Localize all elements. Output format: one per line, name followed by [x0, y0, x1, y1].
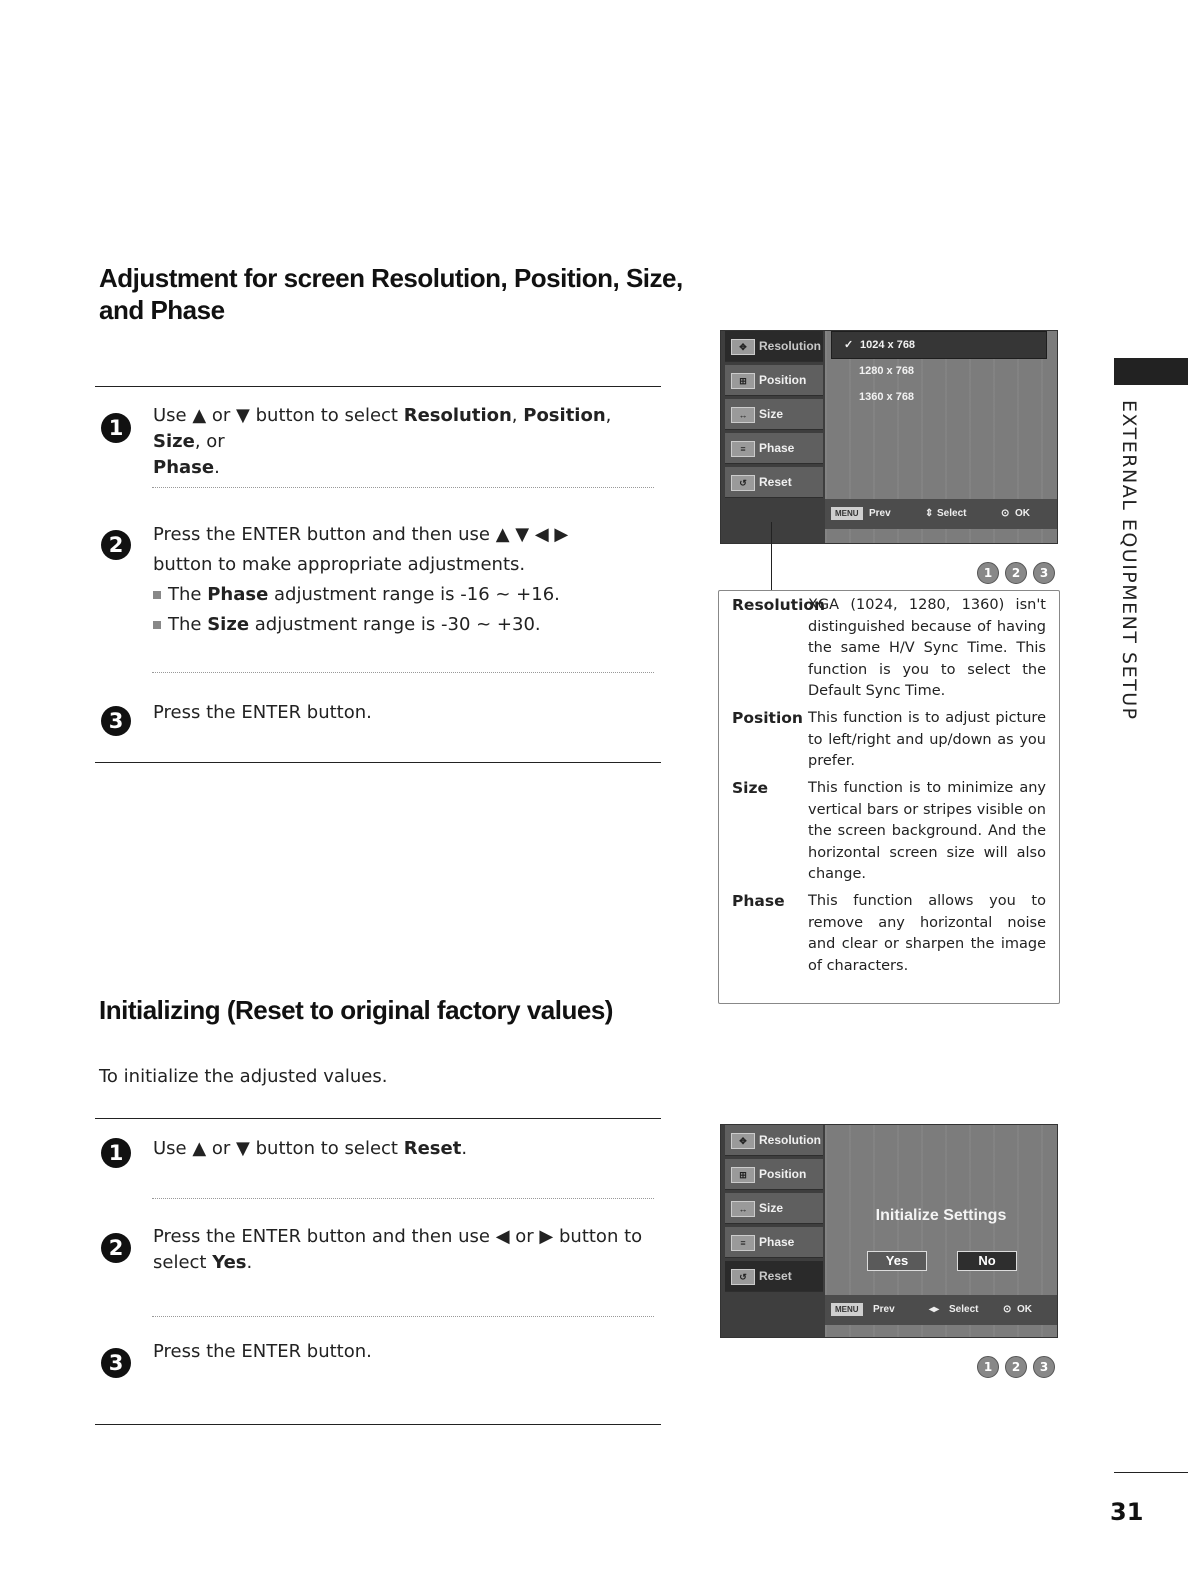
- osd-menu-item-position[interactable]: [725, 365, 823, 396]
- step1-sep: ,: [511, 405, 524, 426]
- section2-intro: To initialize the adjusted values.: [99, 1066, 388, 1087]
- menu-key-icon: MENU: [831, 507, 863, 520]
- position-icon: ⊞: [731, 373, 755, 389]
- definition-desc-resolution: XGA (1024, 1280, 1360) isn't distinguished because of having the same H/V Sync Time. This function is you to select the Default Sync Time.: [808, 597, 1046, 699]
- definitions-box: [718, 590, 1060, 1004]
- osd-option-1024x768[interactable]: [831, 331, 1047, 359]
- leftright-arrow-icon: ◂▸: [929, 1304, 940, 1315]
- osd-menu-item-phase[interactable]: [725, 433, 823, 464]
- menu-key-icon: MENU: [831, 1303, 863, 1316]
- size-range-note: [153, 610, 663, 640]
- step1-text: [153, 403, 653, 481]
- step-sep: .: [461, 1138, 468, 1159]
- step2-text: [153, 520, 663, 640]
- step-text-part: Use ▲ or ▼ button to select: [153, 1138, 404, 1159]
- section-tab-marker: [1114, 358, 1188, 385]
- no-button[interactable]: No: [957, 1251, 1017, 1271]
- note-keyword: Size: [207, 614, 250, 635]
- position-icon: ⊞: [731, 1167, 755, 1183]
- step2-line1: Press the ENTER button and then use ▲ ▼ ◀ ▶: [153, 524, 569, 545]
- section2-title: Initializing (Reset to original factory values): [99, 995, 613, 1025]
- step-number-1: 1: [101, 1138, 131, 1168]
- side-tab-label: EXTERNAL EQUIPMENT SETUP: [1118, 400, 1140, 721]
- updown-arrow-icon: ⇕: [925, 508, 934, 519]
- dotted-divider: [152, 672, 654, 673]
- step-text-part: select: [153, 1252, 213, 1273]
- osd-select-label: Select: [949, 1304, 979, 1315]
- ok-button-icon: ⊙: [1001, 508, 1010, 519]
- divider: [95, 1424, 661, 1425]
- note-text: adjustment range is -30 ~ +30.: [249, 614, 541, 635]
- osd-menu-item-size[interactable]: [725, 1193, 823, 1224]
- osd-menu-item-reset[interactable]: [725, 467, 823, 498]
- step1-text-part: Use ▲ or ▼ button to select: [153, 405, 404, 426]
- definition-term-size: Size: [732, 779, 769, 797]
- marker-2: 2: [1005, 562, 1027, 584]
- step1-sep: .: [214, 457, 220, 478]
- dotted-divider: [152, 1316, 654, 1317]
- callout-line: [771, 522, 772, 590]
- osd-menu-label: Position: [759, 373, 807, 387]
- definition-desc-position: This function is to adjust picture to left/right and up/down as you prefer.: [808, 710, 1046, 769]
- note-text: The: [168, 614, 208, 635]
- marker-2: 2: [1005, 1356, 1027, 1378]
- step1-keyword-phase: Phase: [153, 457, 215, 478]
- phase-range-note: [153, 580, 663, 610]
- marker-3: 3: [1033, 1356, 1055, 1378]
- reset-step3-text: Press the ENTER button.: [153, 1341, 372, 1362]
- osd-menu-label: Size: [759, 407, 784, 421]
- section1-title-line1: Adjustment for screen Resolution, Position, Size,: [99, 263, 683, 293]
- divider: [95, 386, 661, 387]
- bullet-icon: [153, 591, 161, 599]
- step-line: Press the ENTER button and then use ◀ or ▶ button to: [153, 1226, 643, 1247]
- note-keyword: Phase: [207, 584, 269, 605]
- section1-title-line2: and Phase: [99, 295, 225, 325]
- osd-menu-label: Phase: [759, 1235, 795, 1249]
- osd-nav-bar: [825, 1295, 1057, 1325]
- osd-select-label: Select: [937, 508, 967, 519]
- step-sep: .: [246, 1252, 253, 1273]
- osd-menu-item-position[interactable]: [725, 1159, 823, 1190]
- osd-menu-label: Position: [759, 1167, 807, 1181]
- osd-menu-item-phase[interactable]: [725, 1227, 823, 1258]
- reset-icon: ↺: [731, 1269, 755, 1285]
- definition-desc-phase: This function allows you to remove any horizontal noise and clear or sharpen the image of characters.: [808, 893, 1046, 974]
- osd-nav-bar: [825, 499, 1057, 529]
- osd-option-label: 1360 x 768: [859, 391, 915, 403]
- osd-prev-label: Prev: [873, 1304, 895, 1315]
- step-number-3: 3: [101, 1348, 131, 1378]
- osd-option-1360x768[interactable]: [831, 384, 1045, 410]
- definition-term-resolution: Resolution: [732, 596, 826, 614]
- reset-step2-text: [153, 1224, 653, 1276]
- step-number-2: 2: [101, 530, 131, 560]
- marker-3: 3: [1033, 562, 1055, 584]
- size-icon: ↔: [731, 1201, 755, 1217]
- osd-menu-label: Resolution: [759, 1133, 821, 1147]
- size-icon: ↔: [731, 407, 755, 423]
- osd-option-1280x768[interactable]: [831, 358, 1045, 384]
- osd-menu-item-reset[interactable]: [725, 1261, 823, 1292]
- page-number: 31: [1110, 1498, 1144, 1526]
- initialize-dialog-title: Initialize Settings: [875, 1207, 1007, 1224]
- dotted-divider: [152, 487, 654, 488]
- osd-menu-item-resolution[interactable]: [725, 331, 823, 362]
- step3-text: Press the ENTER button.: [153, 702, 372, 723]
- osd-menu-label: Size: [759, 1201, 784, 1215]
- page-number-rule: [1114, 1472, 1188, 1473]
- dotted-divider: [152, 1198, 654, 1199]
- step1-sep: ,: [605, 405, 612, 426]
- osd-option-label: 1280 x 768: [859, 365, 915, 377]
- step-line: [153, 1250, 653, 1276]
- osd-ok-label: OK: [1015, 508, 1030, 519]
- reset-icon: ↺: [731, 475, 755, 491]
- step2-line2: button to make appropriate adjustments.: [153, 554, 526, 575]
- step1-sep: , or: [194, 431, 225, 452]
- reset-step1-text: [153, 1136, 467, 1162]
- resolution-icon: ✥: [731, 1133, 755, 1149]
- osd-menu-item-size[interactable]: [725, 399, 823, 430]
- phase-icon: ≡: [731, 441, 755, 457]
- definition-desc-size: This function is to minimize any vertical bars or stripes visible on the screen background. And the horizontal screen size will also change.: [808, 780, 1046, 882]
- step-number-1: 1: [101, 413, 131, 443]
- step-keyword-reset: Reset: [403, 1138, 462, 1159]
- section1-title: [99, 262, 699, 326]
- note-text: The: [168, 584, 208, 605]
- note-text: adjustment range is -16 ~ +16.: [268, 584, 560, 605]
- step-keyword-yes: Yes: [212, 1252, 247, 1273]
- step-number-2: 2: [101, 1233, 131, 1263]
- osd-ok-label: OK: [1017, 1304, 1032, 1315]
- bullet-icon: [153, 621, 161, 629]
- checkmark-icon: ✓: [844, 339, 854, 351]
- resolution-icon: ✥: [731, 339, 755, 355]
- step-number-3: 3: [101, 706, 131, 736]
- definition-term-position: Position: [732, 709, 803, 727]
- divider: [95, 762, 661, 763]
- ok-button-icon: ⊙: [1003, 1304, 1012, 1315]
- osd-resolution-menu: [720, 330, 1058, 544]
- marker-1: 1: [977, 1356, 999, 1378]
- divider: [95, 1118, 661, 1119]
- osd-reset-menu: [720, 1124, 1058, 1338]
- definition-term-phase: Phase: [732, 892, 785, 910]
- marker-1: 1: [977, 562, 999, 584]
- osd-prev-label: Prev: [869, 508, 891, 519]
- osd-menu-item-resolution[interactable]: [725, 1125, 823, 1156]
- osd-menu-label: Reset: [759, 1269, 792, 1283]
- osd-menu-label: Resolution: [759, 339, 821, 353]
- phase-icon: ≡: [731, 1235, 755, 1251]
- side-tab: [1118, 400, 1148, 730]
- osd-option-label: 1024 x 768: [860, 339, 916, 351]
- step1-keyword-size: Size: [153, 431, 195, 452]
- step1-keyword-resolution: Resolution: [403, 405, 512, 426]
- yes-button[interactable]: Yes: [867, 1251, 927, 1271]
- osd-menu-label: Phase: [759, 441, 795, 455]
- osd-menu-label: Reset: [759, 475, 792, 489]
- step1-keyword-position: Position: [523, 405, 606, 426]
